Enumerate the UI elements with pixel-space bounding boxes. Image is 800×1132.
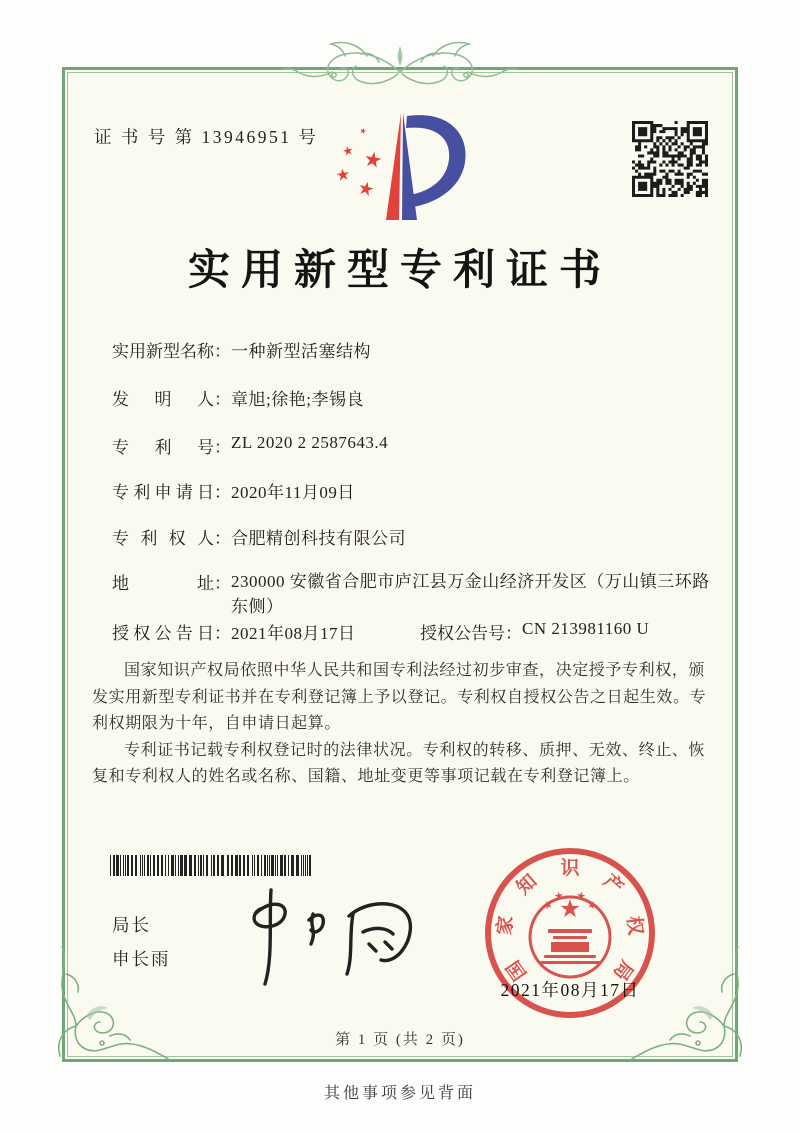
field-row-inventors (112, 385, 364, 410)
handwritten-signature (225, 880, 425, 992)
qr-code (632, 121, 708, 197)
svg-text:局: 局 (608, 956, 637, 984)
field-row-filing-date (112, 478, 355, 503)
svg-text:权: 权 (622, 914, 646, 937)
field-value: 2021年08月17日 (231, 624, 356, 643)
field-row-address (112, 569, 711, 619)
legal-paragraph-2: 专利证书记载专利权登记时的法律状况。专利权的转移、质押、无效、终止、恢复和专利权人的姓名或名称、国籍、地址变更等事项记载在专利登记簿上。 (92, 741, 706, 785)
field-row-utility-model-name (112, 337, 371, 362)
field-colon: ： (214, 342, 231, 361)
svg-text:产: 产 (598, 870, 627, 899)
field-label: 专利号 (112, 438, 214, 457)
svg-text:知: 知 (513, 870, 542, 899)
field-row-patent-number (112, 433, 388, 458)
certificate-number: 证 书 号 第 13946951 号 (94, 127, 319, 147)
field-colon: ： (214, 483, 231, 502)
barcode (110, 855, 314, 876)
field-label: 专利申请日 (112, 483, 214, 502)
field-label: 授权公告日 (112, 624, 214, 643)
field-label: 专利权人 (112, 529, 214, 548)
legal-paragraph-1: 国家知识产权局依照中华人民共和国专利法经过初步审查，决定授予专利权，颁发实用新型专利证书并在专利登记簿上予以登记。专利权自授权公告之日起生效。专利权期限为十年，自申请日起算。 (92, 662, 707, 732)
field-value: ZL 2020 2 2587643.4 (231, 433, 389, 452)
field-colon: ： (214, 438, 231, 457)
legal-text (92, 658, 712, 791)
field-row-patentee (112, 524, 406, 549)
field-label: 发明人 (112, 390, 214, 409)
field-colon: ： (214, 390, 231, 409)
field-value: CN 213981160 U (522, 619, 650, 638)
svg-text:国: 国 (503, 956, 532, 984)
field-colon: ： (214, 624, 231, 643)
svg-text:家: 家 (494, 914, 518, 937)
seal-date: 2021年08月17日 (500, 980, 640, 1000)
cnipa-logo-icon (333, 110, 478, 228)
back-note: 其他事项参见背面 (323, 1085, 476, 1102)
field-row-grant-date (112, 619, 650, 644)
field-colon: ： (214, 529, 231, 548)
field-grant-number (420, 619, 649, 644)
field-colon: ： (214, 574, 231, 593)
signatory-title: 局长 (112, 915, 151, 935)
field-label: 实用新型名称 (112, 342, 214, 361)
field-value: 230000 安徽省合肥市庐江县万金山经济开发区（万山镇三环路东侧） (231, 572, 710, 616)
field-colon: ： (505, 624, 522, 643)
field-value: 一种新型活塞结构 (231, 342, 371, 361)
field-value: 2020年11月09日 (231, 483, 355, 502)
page-number: 第 1 页 (共 2 页) (335, 1032, 465, 1048)
signatory-name: 申长雨 (112, 949, 171, 969)
national-emblem-icon (530, 891, 610, 977)
field-value: 合肥精创科技有限公司 (231, 529, 406, 548)
svg-text:识: 识 (560, 858, 580, 879)
certificate-title: 实用新型专利证书 (187, 248, 612, 294)
field-value: 章旭;徐艳;李锡良 (231, 390, 364, 409)
field-label: 地址 (112, 574, 214, 593)
field-label: 授权公告号 (420, 624, 505, 643)
